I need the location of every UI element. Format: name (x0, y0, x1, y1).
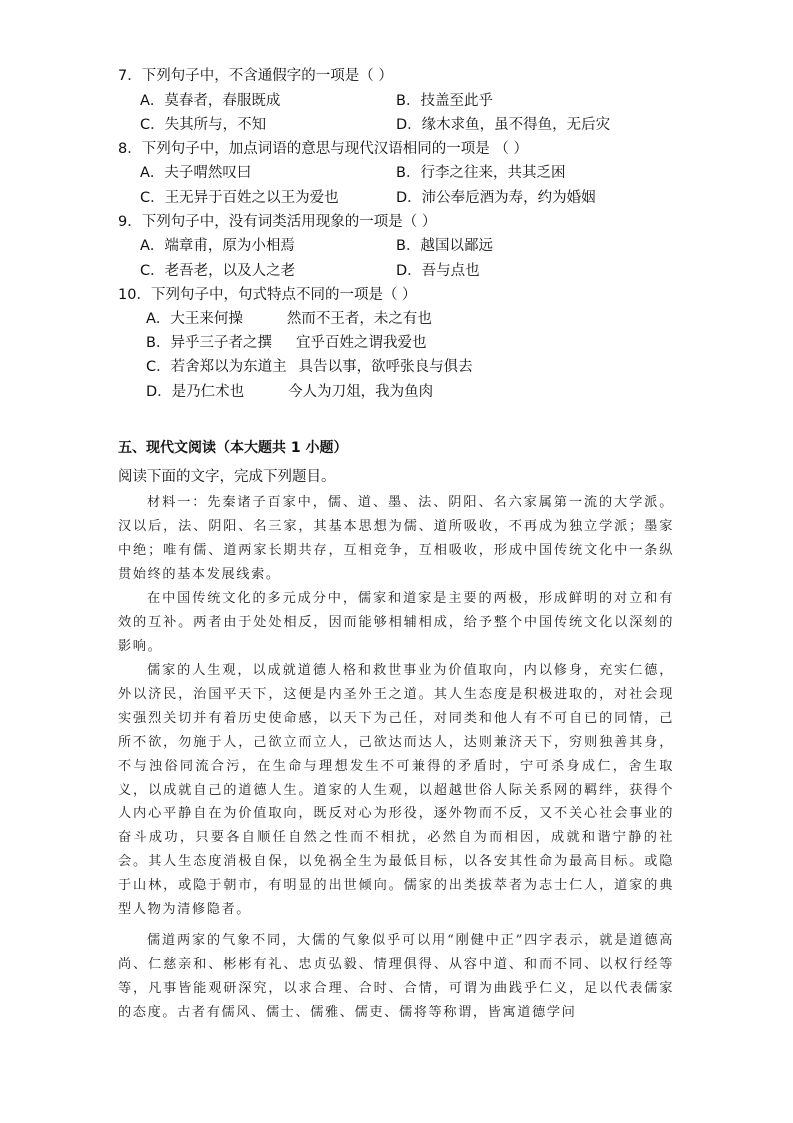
option-b-sentence-2: 宜乎百姓之谓我爱也 (295, 335, 427, 351)
option-a-sentence-2: 然而不王者，未之有也 (286, 311, 432, 327)
question-10-option-b (146, 333, 426, 353)
question-9-stem: 9．下列句子中，没有词类活用现象的一项是（ ） (118, 214, 437, 230)
option-d-sentence-1: D．是乃仁术也 (146, 384, 245, 400)
question-9-option-d: D．吾与点也 (396, 263, 480, 279)
question-7-option-b: B．技盖至此乎 (396, 93, 493, 109)
question-8-option-b: B．行李之往来，共其乏困 (396, 165, 566, 181)
section-intro: 阅读下面的文字，完成下列题目。 (118, 469, 336, 485)
option-c-sentence-2: 具告以事，欲呼张良与俱去 (298, 359, 473, 375)
question-7-stem: 7．下列句子中，不含通假字的一项是（ ） (118, 68, 393, 84)
question-10-option-a (146, 309, 432, 329)
question-7-option-a: A．莫春者，春服既成 (140, 93, 281, 109)
passage-paragraph-2: 在中国传统文化的多元成分中，儒家和道家是主要的两极，形成鲜明的对立和有效的互补。两者由于处处相反，因而能够相辅相成，给予整个中国传统文化以深刻的影响。 (118, 591, 674, 654)
question-10-option-d (146, 382, 433, 402)
option-d-sentence-2: 今人为刀俎，我为鱼肉 (288, 384, 434, 400)
question-10-option-c (146, 357, 473, 377)
question-8-option-d: D．沛公奉卮酒为寿，约为婚姻 (396, 190, 596, 206)
option-b-sentence-1: B．异乎三子者之撰 (146, 335, 272, 351)
passage-paragraph-4: 儒道两家的气象不同，大儒的气象似乎可以用“刚健中正”四字表示，就是道德高尚、仁慈亲和、彬彬有礼、忠贞弘毅、情理俱得、从容中道、和而不同、以权行经等等，凡事皆能观研深究，以求合理、合时、合情，可谓为曲践乎仁义，足以代表儒家的态度。古者有儒风、儒士、儒雅、儒吏、儒将等称谓，皆寓道德学问 (118, 933, 674, 1020)
question-8-option-c: C．王无异于百姓之以王为爱也 (140, 190, 339, 206)
section-heading: 五、现代文阅读（本大题共 1 小题） (118, 440, 348, 456)
question-9-option-a: A．端章甫，原为小相焉 (140, 238, 295, 254)
passage-paragraph-3: 儒家的人生观，以成就道德人格和救世事业为价值取向，内以修身，充实仁德，外以济民，治国平天下，这便是内圣外王之道。其人生态度是积极进取的，对社会现实强烈关切并有着历史使命感，以天下为己任，对同类和他人有不可自已的同情，己所不欲，勿施于人，己欲立而立人，己欲达而达人，达则兼济天下，穷则独善其身，不与浊俗同流合污，在生命与理想发生不可兼得的矛盾时，宁可杀身成仁，舍生取义，以成就自己的道德人生。道家的人生观，以超越世俗人际关系网的羁绊，获得个人内心平静自在为价值取向，既反对心为形役，逐外物而不反，又不关心社会事业的奋斗成功，只要各自顺任自然之性而不相扰，必然自为而相因，成就和谐宁静的社会。其人生态度消极自保，以免祸全生为最低目标，以各安其性命为最高目标。或隐于山林，或隐于朝市，有明显的出世倾向。儒家的出类拔萃者为志士仁人，道家的典型人物为清修隐者。 (118, 663, 674, 918)
question-9-option-c: C．老吾老，以及人之老 (140, 263, 296, 279)
question-8-stem: 8．下列句子中，加点词语的意思与现代汉语相同的一项是 （ ） (118, 141, 528, 157)
question-9-option-b: B．越国以鄙远 (396, 238, 493, 254)
question-7-option-d: D．缘木求鱼，虽不得鱼，无后灾 (396, 117, 611, 133)
question-7-option-c: C．失其所与，不知 (140, 117, 267, 133)
question-8-option-a: A．夫子喟然叹曰 (140, 165, 252, 181)
question-10-stem: 10．下列句子中，句式特点不同的一项是（ ） (118, 287, 417, 303)
option-c-sentence-1: C．若舍郑以为东道主 (146, 359, 287, 375)
option-a-sentence-1: A．大王来何操 (146, 311, 243, 327)
passage-paragraph-1: 材料一：先秦诸子百家中，儒、道、墨、法、阴阳、名六家属第一流的大学派。汉以后，法、阴阳、名三家，其基本思想为儒、道所吸收，不再成为独立学派；墨家中绝；唯有儒、道两家长期共存，互相竞争，互相吸收，形成中国传统文化中一条纵贯始终的基本发展线索。 (118, 495, 674, 582)
